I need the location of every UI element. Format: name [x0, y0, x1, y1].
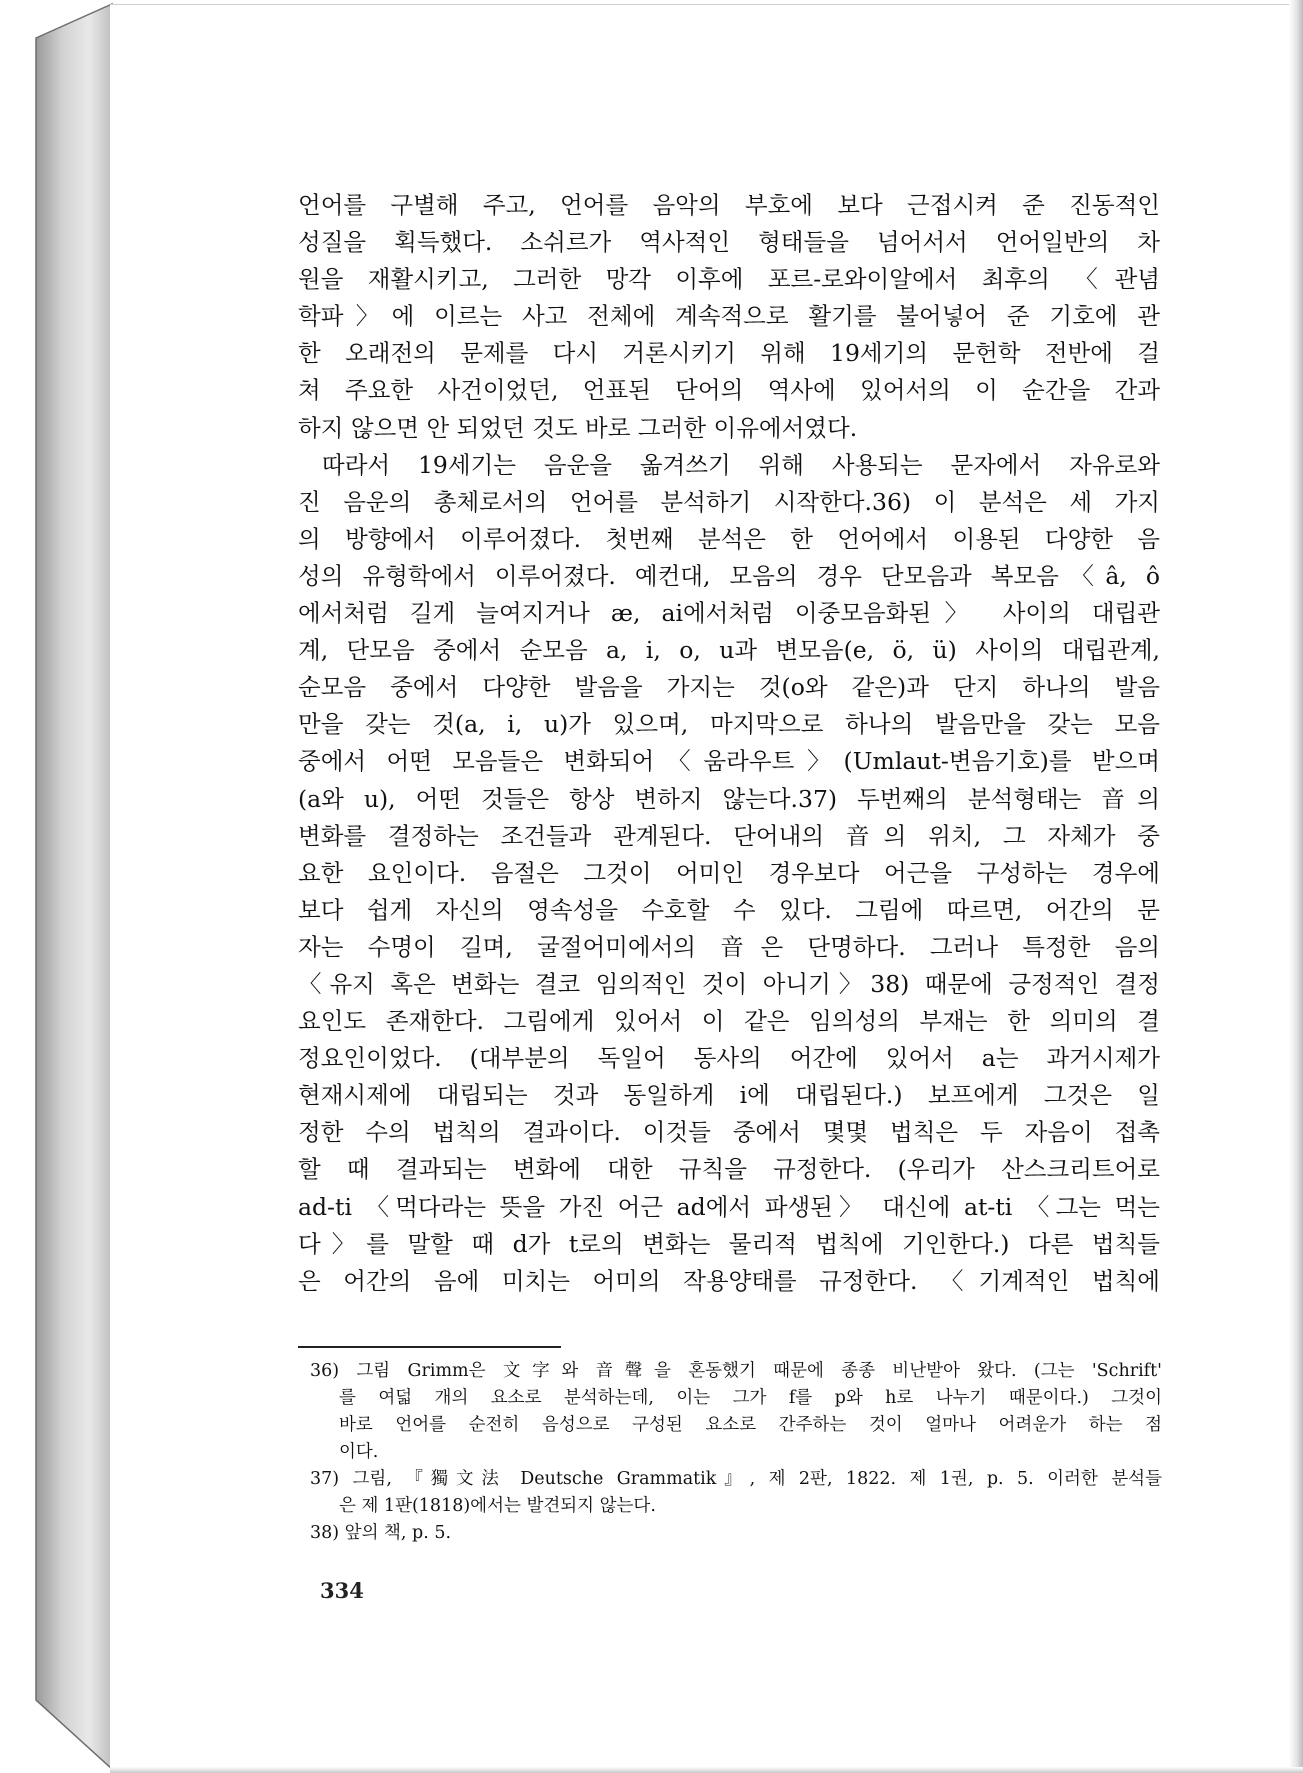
body-line: 의 방향에서 이루어졌다. 첫번째 분석은 한 언어에서 이용된 다양한 음 — [298, 524, 1160, 553]
footnote-line: 37) 그림, 『獨文法 Deutsche Grammatik』, 제 2판, 1822. 제 1권, p. 5. 이러한 분석들 — [310, 1469, 1162, 1489]
body-line: 은 어간의 음에 미치는 어미의 작용양태를 규정한다. 〈기계적인 법칙에 — [298, 1266, 1160, 1295]
body-line: 중에서 어떤 모음들은 변화되어〈움라우트〉(Umlaut-변음기호)를 받으며 — [298, 747, 1160, 776]
body-line: 한 오래전의 문제를 다시 거론시키기 위해 19세기의 문헌학 전반에 걸 — [298, 339, 1160, 368]
body-line: 자는 수명이 길며, 굴절어미에서의 音은 단명하다. 그러나 특정한 음의 — [298, 932, 1160, 961]
footnote-line: 36) 그림 Grimm은 文字와 音聲을 혼동했기 때문에 종종 비난받아 왔다. (그는 'Schrift' — [310, 1361, 1162, 1381]
book-spine — [0, 0, 115, 1773]
body-line: ad-ti 〈먹다라는 뜻을 가진 어근 ad에서 파생된〉 대신에 at-ti 〈그는 먹는 — [298, 1192, 1160, 1221]
body-line: 학파〉에 이르는 사고 전체에 계속적으로 활기를 불어넣어 준 기호에 관 — [298, 302, 1160, 331]
body-line: 보다 쉽게 자신의 영속성을 수호할 수 있다. 그림에 따르면, 어간의 문 — [298, 895, 1160, 924]
body-line: 성질을 획득했다. 소쉬르가 역사적인 형태들을 넘어서서 언어일반의 차 — [298, 228, 1160, 257]
body-line: 원을 재활시키고, 그러한 망각 이후에 포르-로와이알에서 최후의 〈관념 — [298, 265, 1160, 294]
body-line: 하지 않으면 안 되었던 것도 바로 그러한 이유에서였다. — [298, 413, 858, 442]
body-line: 언어를 구별해 주고, 언어를 음악의 부호에 보다 근접시켜 준 진동적인 — [298, 191, 1160, 219]
body-line: (a와 u), 어떤 것들은 항상 변하지 않는다.37) 두번째의 분석형태는 音의 — [298, 784, 1160, 813]
footnote-divider — [298, 1346, 561, 1348]
body-line: 변화를 결정하는 조건들과 관계된다. 단어내의 音의 위치, 그 자체가 중 — [298, 821, 1160, 850]
body-line: 할 때 결과되는 변화에 대한 규칙을 규정한다. (우리가 산스크리트어로 — [298, 1155, 1160, 1184]
body-line: 진 음운의 총체로서의 언어를 분석하기 시작한다.36) 이 분석은 세 가지 — [298, 487, 1160, 516]
body-line: 에서처럼 길게 늘여지거나 æ, ai에서처럼 이중모음화된〉 사이의 대립관 — [298, 599, 1160, 628]
footnote-line: 바로 언어를 순전히 음성으로 구성된 요소로 간주하는 것이 얼마나 어려운가 하는 점 — [339, 1415, 1162, 1435]
body-line: 정한 수의 법칙의 결과이다. 이것들 중에서 몇몇 법칙은 두 자음이 접촉 — [298, 1118, 1160, 1147]
body-line: 계, 단모음 중에서 순모음 a, i, o, u과 변모음(e, ö, ü) 사이의 대립관계, — [298, 636, 1160, 665]
body-line: 정요인이었다. (대부분의 독일어 동사의 어간에 있어서 a는 과거시제가 — [298, 1044, 1160, 1073]
body-line: 만을 갖는 것(a, i, u)가 있으며, 마지막으로 하나의 발음만을 갖는 모음 — [298, 710, 1160, 739]
footnote-line: 38) 앞의 책, p. 5. — [310, 1523, 452, 1543]
body-line: 따라서 19세기는 음운을 옮겨쓰기 위해 사용되는 문자에서 자유로와 — [322, 450, 1160, 479]
body-text — [298, 187, 1160, 1300]
footnote-line: 은 제 1판(1818)에서는 발견되지 않는다. — [339, 1496, 656, 1516]
body-line: 현재시제에 대립되는 것과 동일하게 i에 대립된다.) 보프에게 그것은 일 — [298, 1081, 1160, 1110]
footnote-line: 이다. — [339, 1442, 379, 1462]
page-edge-bottom — [110, 1767, 1303, 1773]
body-line: 성의 유형학에서 이루어졌다. 예컨대, 모음의 경우 단모음과 복모음〈â, ô — [298, 561, 1160, 590]
body-line: 요인도 존재한다. 그림에게 있어서 이 같은 임의성의 부재는 한 의미의 결 — [298, 1007, 1160, 1036]
body-line: 순모음 중에서 다양한 발음을 가지는 것(o와 같은)과 단지 하나의 발음 — [298, 673, 1160, 702]
body-line: 쳐 주요한 사건이었던, 언표된 단어의 역사에 있어서의 이 순간을 간과 — [298, 376, 1160, 405]
body-line: 다〉를 말할 때 d가 t로의 변화는 물리적 법칙에 기인한다.) 다른 법칙들 — [298, 1229, 1160, 1258]
body-line: 〈유지 혹은 변화는 결코 임의적인 것이 아니기〉38) 때문에 긍정적인 결정 — [298, 969, 1160, 998]
page-number: 334 — [320, 1578, 364, 1603]
body-line: 요한 요인이다. 음절은 그것이 어미인 경우보다 어근을 구성하는 경우에 — [298, 858, 1160, 887]
page-edge-right — [1289, 0, 1303, 1773]
footnotes — [310, 1358, 1162, 1547]
footnote-line: 를 여덟 개의 요소로 분석하는데, 이는 그가 f를 p와 h로 나누기 때문이다.) 그것이 — [339, 1388, 1162, 1408]
